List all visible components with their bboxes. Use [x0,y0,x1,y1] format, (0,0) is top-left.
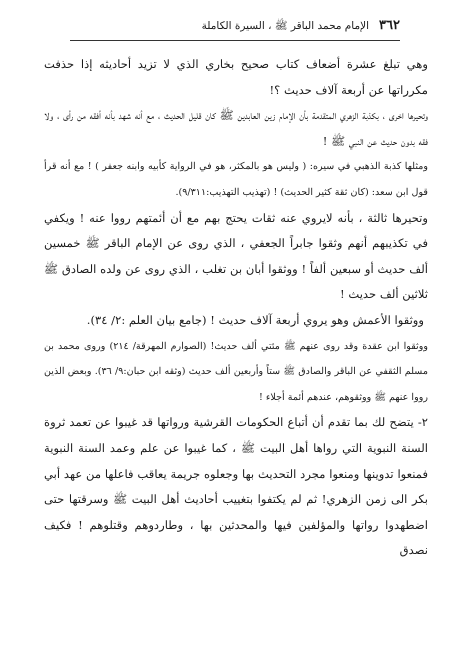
page-body [44,52,428,564]
paragraph: ٢- يتضح لك بما تقدم أن أتباع الحكومات القرشية ورواتها قد غيبوا عن تعمد ثروة السنة النبوية التي رواها أهل البيت ﷺ ، كما غيبوا عن علم وعمد السنة النبوية فمنعوا تدوينها ومنعوا مجرد التحديث بها وجعلوه جريمة يعاقب فاعلها من عهد أبي بكر الى زمن الزهري! ثم لم يكتفوا بتغييب أحاديث أهل البيت ﷺ وسرقتها حتى اضطهدوا رواتها والمؤلفين فيها والمحدثين بها ، وطاردوهم وقتلوهم ! فكيف نصدق [44,415,428,558]
paragraph: ووثقوا الأعمش وهو يروي أربعة آلاف حديث ! (جامع بيان العلم :٢/ ٣٤). [86,312,424,327]
paragraph: ووثقوا ابن عقدة وقد روى عنهم ﷺ مئتي ألف حديث! (الصوارم المهرقة/ ٢١٤) وروى محمد بن مسلم الثقفي عن الباقر والصادق ﷺ ستاً وأربعين ألف حديث (وثقه ابن حبان:٩/ ٣٦). وبعض الذين رووا عنهم ﷺ ووثقوهم، عندهم أئمة أجلاء ! [44,340,428,403]
page-header [70,18,400,36]
page-number: ٣٦٢ [379,18,400,33]
paragraph: وتحيرها ثالثة ، بأنه لايروي عنه ثقات يحتج بهم مع أن أئمتهم رووا عنه ! ويكفي في تكذيبهم أنهم وثقوا جابراً الجعفي ، الذي روى عن الإمام الباقر ﷺ خمسين ألف حديث أو سبعين ألفاً ! ووثقوا أبان بن تغلب ، الذي روى عن ولده الصادق ﷺ ثلاثين ألف حديث ! [44,210,428,302]
paragraph: وهي تبلغ عشرة أضعاف كتاب صحيح بخاري الذي لا تزيد أحاديثه إذا حذفت مكرراتها عن أربعة آلاف حديث ؟! [44,57,428,97]
paragraph: ومثلها كذبة الذهبي في سيره: ( وليس هو بالمكثر، هو في الرواية كأبيه وابنه جعفر ) ! مع أنه قرأ قول ابن سعد: (كان ثقة كثير الحديث) ! (تهذيب التهذيب:٩/٣١١). [44,161,428,198]
running-title: الإمام محمد الباقر ﷺ ، السيرة الكاملة [201,20,370,32]
paragraph: وتحيرها اخرى ، بكذبة الزهري المتقدمة بأن الإمام زين العابدين ﷺ كان قليل الحديث ، مع أنه شهد بأنه أفقه من رأى ، ولا فقه بدون حديث عن النبي ﷺ ! [44,108,428,148]
header-rule [70,40,400,41]
